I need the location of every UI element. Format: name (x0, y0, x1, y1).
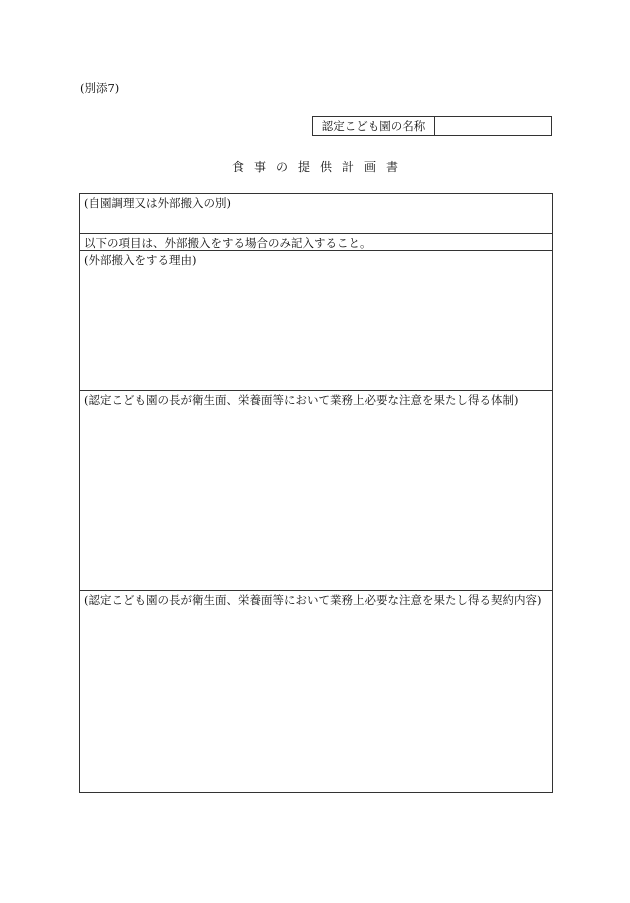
meal-plan-form (79, 193, 553, 793)
annex-label: (別添7) (80, 81, 120, 95)
facility-name-field[interactable] (435, 117, 551, 135)
section-contract-details-label: (認定こども園の長が衛生面、栄養面等において業務上必要な注意を果たし得る契約内容) (84, 593, 542, 607)
section-instruction (80, 234, 552, 251)
section-management-system[interactable] (80, 391, 552, 591)
facility-name-box (312, 116, 552, 136)
section-instruction-label: 以下の項目は、外部搬入をする場合のみ記入すること。 (84, 236, 372, 250)
section-cooking-method-label: (自園調理又は外部搬入の別) (84, 196, 231, 210)
facility-name-label: 認定こども園の名称 (313, 117, 435, 135)
section-external-reason[interactable] (80, 251, 552, 391)
section-external-reason-label: (外部搬入をする理由) (84, 253, 197, 267)
document-title: 食事の提供計画書 (231, 160, 408, 174)
section-cooking-method[interactable] (80, 194, 552, 234)
section-management-system-label: (認定こども園の長が衛生面、栄養面等において業務上必要な注意を果たし得る体制) (84, 393, 519, 407)
section-contract-details[interactable] (80, 591, 552, 792)
